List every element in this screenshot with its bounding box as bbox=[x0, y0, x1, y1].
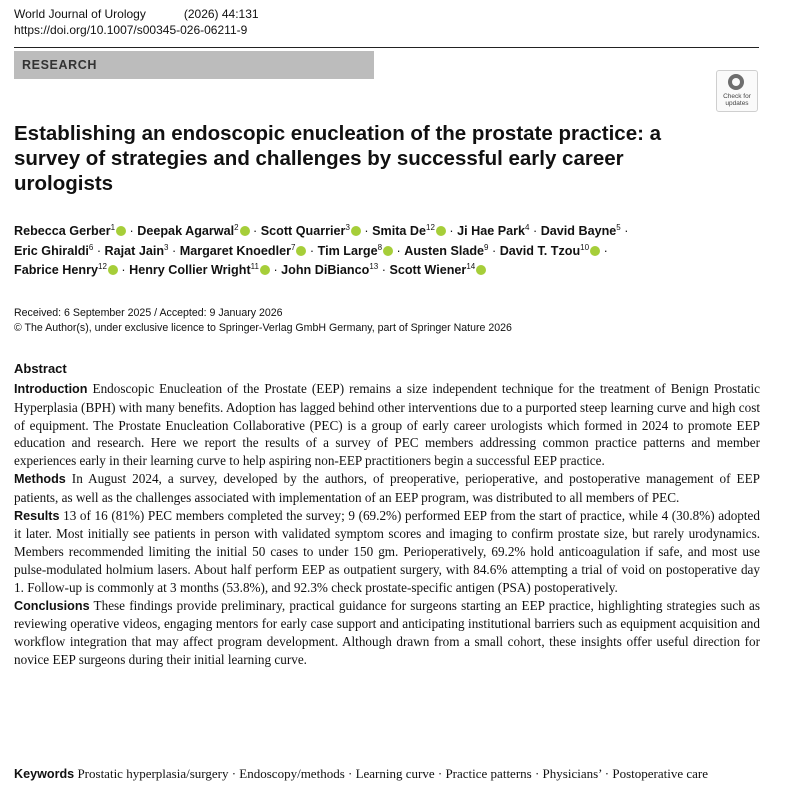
author-name: Smita De bbox=[372, 224, 426, 238]
author-affiliation: 12 bbox=[98, 261, 107, 271]
author-name: Deepak Agarwal bbox=[137, 224, 235, 238]
author-affiliation: 3 bbox=[164, 242, 169, 252]
orcid-icon[interactable] bbox=[296, 246, 306, 256]
author-separator: · bbox=[117, 263, 130, 277]
orcid-icon[interactable] bbox=[351, 226, 361, 236]
author-separator: · bbox=[168, 243, 180, 258]
author-affiliation: 3 bbox=[345, 222, 350, 232]
author-name: Austen Slade bbox=[404, 243, 485, 258]
received-accepted-dates: Received: 6 September 2025 / Accepted: 9 January 2026 bbox=[14, 307, 283, 319]
author-name: Scott Wiener bbox=[389, 263, 467, 277]
orcid-icon[interactable] bbox=[116, 226, 126, 236]
check-for-updates-badge[interactable] bbox=[716, 70, 758, 112]
results-label: Results bbox=[14, 508, 60, 523]
orcid-icon[interactable] bbox=[108, 265, 118, 275]
header-rule bbox=[14, 47, 759, 48]
author-affiliation: 14 bbox=[466, 261, 476, 271]
journal-header bbox=[14, 7, 259, 21]
section-bar bbox=[14, 51, 374, 79]
doi-link[interactable]: https://doi.org/10.1007/s00345-026-06211-9 bbox=[14, 23, 248, 37]
orcid-icon[interactable] bbox=[240, 226, 250, 236]
check-updates-icon bbox=[728, 74, 744, 90]
author-name: David T. Tzou bbox=[499, 243, 581, 258]
author-name: Margaret Knoedler bbox=[179, 243, 291, 258]
copyright-notice: © The Author(s), under exclusive licence to Springer-Verlag GmbH Germany, part of Springer Nature 2026 bbox=[14, 322, 512, 334]
author-affiliation: 13 bbox=[369, 261, 379, 271]
author-separator: · bbox=[529, 224, 541, 238]
author-name: Eric Ghiraldi bbox=[14, 243, 89, 258]
author-separator: · bbox=[620, 224, 629, 238]
check-updates-line2: updates bbox=[725, 100, 749, 107]
author-name: Henry Collier Wright bbox=[129, 263, 251, 277]
author-affiliation: 5 bbox=[616, 222, 621, 232]
check-updates-line1: Check for bbox=[723, 93, 751, 100]
author[interactable] bbox=[318, 244, 393, 258]
journal-volume: (2026) 44:131 bbox=[183, 7, 259, 21]
author[interactable] bbox=[500, 244, 600, 258]
author-name: Scott Quarrier bbox=[260, 224, 346, 238]
orcid-icon[interactable] bbox=[476, 265, 486, 275]
author[interactable] bbox=[389, 263, 486, 277]
author-separator: · bbox=[249, 224, 261, 238]
conclusions-text: These findings provide preliminary, practical guidance for surgeons starting an EEP practice, highlighting strategies such as reviewing operative videos, engaging mentors for early case support and anticipating institutional barriers such as equipment acquisition and workflow integration that may affect program development. Although drawn from a small cohort, these insights offer useful direction for novice EEP surgeons during their initial learning curve. bbox=[14, 597, 760, 667]
keywords-text: Prostatic hyperplasia/surgery · Endoscopy/methods · Learning curve · Practice patterns · Physicians’ · Postoperative care bbox=[77, 766, 708, 781]
orcid-icon[interactable] bbox=[383, 246, 393, 256]
author-name: John DiBianco bbox=[281, 263, 370, 277]
author-affiliation: 4 bbox=[525, 222, 530, 232]
author[interactable] bbox=[137, 224, 249, 238]
author-affiliation: 10 bbox=[580, 242, 590, 252]
methods-text: In August 2024, a survey, developed by the authors, of preoperative, perioperative, and postoperative management of EEP patients, as well as the challenges associated with implementation of an EEP program, was distributed to all members of PEC. bbox=[14, 470, 760, 505]
author-separator: · bbox=[445, 224, 458, 238]
abstract-results bbox=[14, 507, 760, 597]
abstract-introduction bbox=[14, 380, 760, 470]
author[interactable] bbox=[404, 244, 488, 258]
introduction-label: Introduction bbox=[14, 382, 88, 396]
author-list bbox=[14, 222, 704, 281]
author-affiliation: 7 bbox=[290, 242, 296, 252]
author-affiliation: 6 bbox=[88, 242, 94, 252]
author-affiliation: 12 bbox=[426, 222, 435, 232]
author-affiliation: 9 bbox=[484, 242, 489, 252]
author-separator: · bbox=[360, 224, 373, 238]
abstract-methods bbox=[14, 470, 760, 507]
author[interactable] bbox=[281, 263, 378, 277]
orcid-icon[interactable] bbox=[590, 246, 600, 256]
keywords-label: Keywords bbox=[14, 767, 75, 781]
orcid-icon[interactable] bbox=[436, 226, 446, 236]
article-title: Establishing an endoscopic enucleation of the prostate practice: a survey of strategies and challenges by successful early career urologists bbox=[14, 122, 662, 195]
abstract-heading: Abstract bbox=[14, 361, 67, 376]
results-text: 13 of 16 (81%) PEC members completed the survey; 9 (69.2%) performed EEP from the start of practice, while 4 (30.8%) adopted it later. Most initially see patients in person with validated symptom scores and imaging to confirm prostate size, but rarely urodynamics. Members recommended limiting the initial 50 cases to under 150 gm. Perioperatively, 69.2% hold anticoagulation if safe, and most use pulse-modulated holmium lasers. About half perform EEP as outpatient surgery, with 84.6% attempting a trial of void on postoperative day 1. Follow-up is commonly at 3 months (53.8%), and 92.3% check prostate-specific antigen (PSA) postoperatively. bbox=[14, 507, 760, 595]
author-affiliation: 1 bbox=[110, 222, 116, 232]
author-affiliation: 2 bbox=[234, 222, 239, 232]
author[interactable] bbox=[457, 224, 529, 238]
author-separator: · bbox=[488, 243, 500, 258]
abstract-conclusions bbox=[14, 597, 760, 669]
section-label: RESEARCH bbox=[22, 58, 97, 72]
author[interactable] bbox=[129, 263, 270, 277]
author[interactable] bbox=[372, 224, 446, 238]
journal-name: World Journal of Urology bbox=[14, 7, 146, 21]
author-name: Tim Large bbox=[317, 243, 378, 258]
conclusions-label: Conclusions bbox=[14, 598, 90, 613]
author[interactable] bbox=[541, 224, 621, 238]
author-separator: · bbox=[393, 243, 405, 258]
introduction-text: Endoscopic Enucleation of the Prostate (EEP) remains a size independent technique for the treatment of Benign Prostatic Hyperplasia (BPH) with many benefits. Adoption has lagged behind other interventions due to a purported steep learning curve and high cost of equipment. The Prostate Enucleation Collaborative (PEC) is a group of early career urologists which formed in 2024 to promote EEP education and research. Here we report the results of a survey of PEC members addressing common practice patterns and member experiences early in their learning curve to help aspiring non-EEP practitioners begin a successful EEP practice. bbox=[14, 381, 760, 469]
author-name: Rebecca Gerber bbox=[14, 224, 111, 238]
author-affiliation: 8 bbox=[377, 242, 383, 252]
author[interactable] bbox=[14, 224, 126, 238]
author-name: Rajat Jain bbox=[104, 243, 165, 258]
author-separator: · bbox=[306, 243, 318, 258]
keywords bbox=[14, 765, 754, 784]
abstract-body bbox=[14, 380, 760, 669]
methods-label: Methods bbox=[14, 471, 66, 486]
author-separator: · bbox=[600, 243, 608, 258]
author[interactable] bbox=[105, 244, 169, 258]
author[interactable] bbox=[14, 263, 118, 277]
author-name: David Bayne bbox=[540, 224, 617, 238]
author-separator: · bbox=[269, 263, 282, 277]
author-name: Ji Hae Park bbox=[457, 224, 526, 238]
author-separator: · bbox=[126, 224, 138, 238]
author-name: Fabrice Henry bbox=[14, 263, 98, 277]
author[interactable] bbox=[14, 244, 93, 258]
author-affiliation: 11 bbox=[250, 261, 259, 271]
author[interactable] bbox=[180, 244, 307, 258]
author[interactable] bbox=[261, 224, 361, 238]
author-separator: · bbox=[93, 243, 105, 258]
author-separator: · bbox=[378, 263, 390, 277]
orcid-icon[interactable] bbox=[260, 265, 270, 275]
